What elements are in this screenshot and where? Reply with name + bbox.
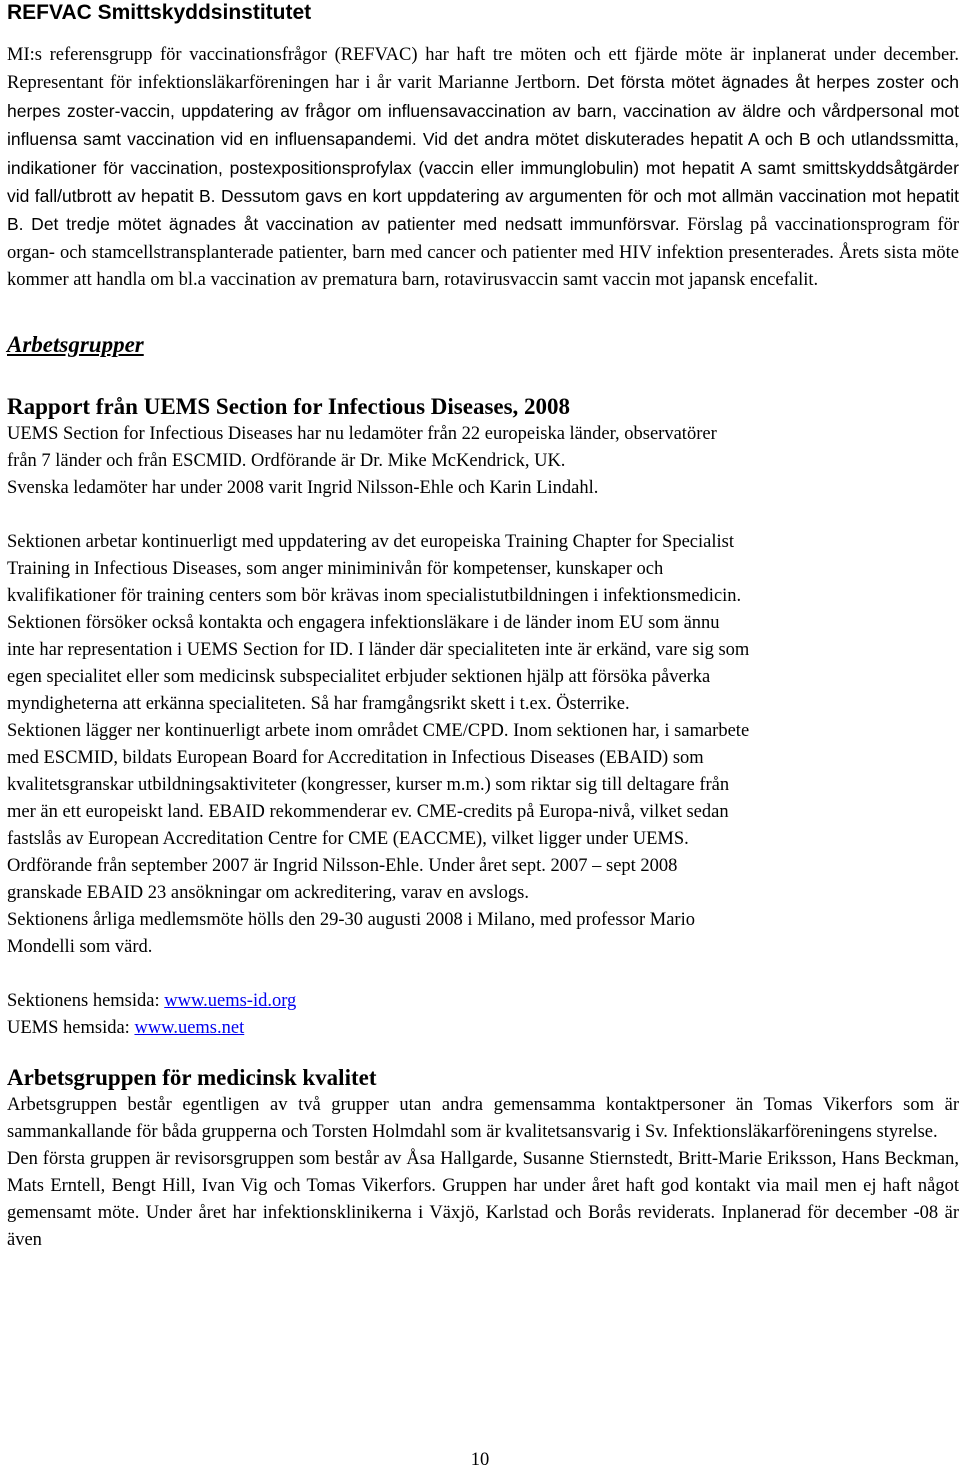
uems-website-link[interactable]: www.uems.net — [134, 1017, 245, 1038]
uems-body-line: Sektionen försöker också kontakta och engagera infektionsläkare i de länder inom EU som ännu — [7, 612, 720, 633]
uems-body-line: Mondelli som värd. — [7, 936, 153, 957]
refvac-intro-text: MI:s referensgrupp för vaccinationsfrågor (REFVAC) har haft tre möten och ett fjärde möte är inplanerat under december. Representant för infektionsläkarföreningen har i år varit Marianne Jertborn. — [7, 45, 959, 94]
refvac-proposal-text: Förslag på vaccinationsprogram för organ- och stamcellstransplanterade patienter, barn med cancer och patienter med HIV infektion presenterades. Årets sista möte kommer att handla om bl.a vaccination av prematura barn, rotavirusvaccin samt vaccin mot japansk encefalit. — [7, 215, 960, 291]
uems-intro-line: Svenska ledamöter har under 2008 varit Ingrid Nilsson-Ehle och Karin Lindahl. — [7, 477, 599, 498]
uems-body — [7, 529, 959, 961]
uems-report-heading: Rapport från UEMS Section for Infectious Diseases, 2008 — [7, 393, 571, 419]
quality-group-heading: Arbetsgruppen för medicinsk kvalitet — [7, 1064, 377, 1090]
uems-body-line: Sektionen lägger ner kontinuerligt arbete inom området CME/CPD. Inom sektionen har, i samarbete — [7, 720, 750, 741]
uems-intro-line: UEMS Section for Infectious Diseases har nu ledamöter från 22 europeiska länder, observatörer — [7, 423, 717, 444]
uems-body-line: granskade EBAID 23 ansökningar om ackreditering, varav en avslogs. — [7, 882, 529, 903]
uems-intro — [7, 421, 959, 502]
section-website-link[interactable]: www.uems-id.org — [164, 990, 297, 1011]
uems-body-line: Ordförande från september 2007 är Ingrid Nilsson-Ehle. Under året sept. 2007 – sept 2008 — [7, 855, 678, 876]
uems-website-line — [7, 1015, 959, 1042]
uems-body-line: inte har representation i UEMS Section for ID. I länder där specialiteten inte är erkänd, vare sig som — [7, 639, 750, 660]
uems-body-line: Sektionen arbetar kontinuerligt med uppdatering av det europeiska Training Chapter for Specialist — [7, 531, 734, 552]
uems-body-line: fastslås av European Accreditation Centre for CME (EACCME), vilket ligger under UEMS. — [7, 828, 689, 849]
document-page — [7, 0, 959, 1254]
refvac-paragraph — [7, 42, 959, 295]
arbetsgrupper-heading: Arbetsgrupper — [7, 331, 144, 357]
uems-body-line: egen specialitet eller som medicinsk subspecialitet erbjuder sektionen hjälp att försöka påverka — [7, 666, 711, 687]
uems-body-line: mer än ett europeiskt land. EBAID rekommenderar ev. CME-credits på Europa-nivå, vilket sedan — [7, 801, 729, 822]
uems-body-line: myndigheterna att erkänna specialiteten. Så har framgångsrikt skett i t.ex. Österrike. — [7, 693, 630, 714]
uems-body-line: med ESCMID, bildats European Board for Accreditation in Infectious Diseases (EBAID) som — [7, 747, 704, 768]
uems-body-line: Sektionens årliga medlemsmöte hölls den 29-30 augusti 2008 i Milano, med professor Mario — [7, 909, 695, 930]
quality-group-paragraph: Arbetsgruppen består egentligen av två grupper utan andra gemensamma kontaktpersoner än Tomas Vikerfors som är sammankallande för båda grupperna och Torsten Holmdahl som är kvalitetsansvarig i Sv. Infektionsläkarföreningens styrelse. — [7, 1094, 959, 1142]
uems-intro-line: från 7 länder och från ESCMID. Ordförande är Dr. Mike McKendrick, UK. — [7, 450, 566, 471]
uems-links — [7, 988, 959, 1042]
uems-website-label: UEMS hemsida: — [7, 1017, 135, 1038]
uems-body-line: kvalitetsgranskar utbildningsaktiviteter (kongresser, kurser m.m.) som riktar sig till deltagare från — [7, 774, 730, 795]
refvac-title: REFVAC Smittskyddsinstitutet — [7, 1, 312, 24]
revisors-group-paragraph: Den första gruppen är revisorsgruppen som består av Åsa Hallgarde, Susanne Stiernstedt, Britt-Marie Eriksson, Hans Beckman, Mats Erntell, Bengt Hill, Ivan Vig och Tomas Vikerfors. Gruppen har under året haft god kontakt via mail men ej haft något gemensamt möte. Under året har infektionsklinikerna i Växjö, Karlstad och Borås reviderats. Inplanerad för december -08 är även — [7, 1148, 959, 1250]
section-website-line — [7, 988, 959, 1015]
section-website-label: Sektionens hemsida: — [7, 990, 165, 1011]
page-number: 10 — [470, 1450, 490, 1470]
refvac-meetings-text: Det första mötet ägnades åt herpes zoster och herpes zoster-vaccin, uppdatering av frågor om influensavaccination av barn, vaccination av äldre och vårdpersonal mot influensa samt vaccination vid en influensapandemi. Vid det andra mötet diskuterades hepatit A och B och utlandssmitta, indikationer för vaccination, postexpositionsprofylax (vaccin eller immunglobulin) mot hepatit A samt smittskyddsåtgärder vid fall/utbrott av hepatit B. Dessutom gavs en kort uppdatering av argumenten för och mot allmän vaccination mot hepatit B. Det tredje mötet ägnades åt vaccination av patienter med nedsatt immunförsvar. — [7, 72, 960, 235]
uems-body-line: kvalifikationer för training centers som bör krävas inom specialistutbildningen i infektionsmedicin. — [7, 585, 742, 606]
uems-body-line: Training in Infectious Diseases, som anger miniminivån för kompetenser, kunskaper och — [7, 558, 664, 579]
